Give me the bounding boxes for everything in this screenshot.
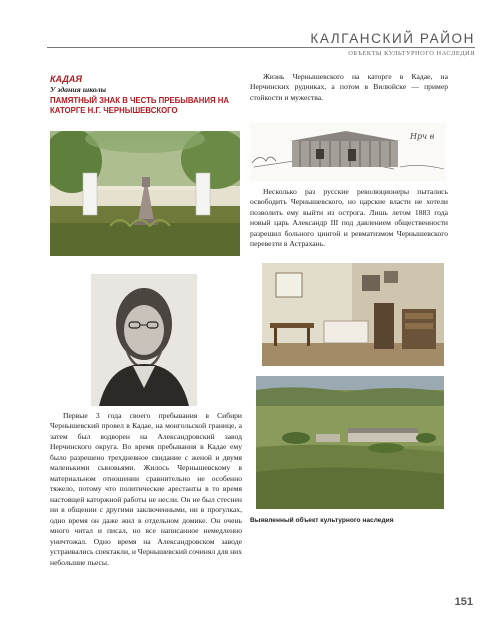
monument-photo (50, 131, 240, 256)
sketch-drawing (250, 123, 446, 181)
landscape-photo (256, 376, 444, 509)
section-heading: ПАМЯТНЫЙ ЗНАК В ЧЕСТЬ ПРЕБЫВАНИЯ НА КАТОРГЕ Н.Г. ЧЕРНЫШЕВСКОГО (50, 96, 230, 116)
section-title: КАДАЯ (50, 74, 82, 84)
header-title: КАЛГАНСКИЙ РАЙОН (310, 31, 475, 46)
portrait-photo (91, 274, 197, 406)
sketch-handwriting: Нрч в (410, 132, 435, 141)
header-subtitle: ОБЪЕКТЫ КУЛЬТУРНОГО НАСЛЕДИЯ (348, 50, 475, 57)
right-paragraph-2: Несколько раз русские революционеры пытались освободить Чернышевского, но царские власти не хотели позволить ему выйти из острога. Лишь летом 1883 года новый царь Александр III под давлением общественности разрешил больного цингой и ревматизмом Чернышевского перевезти в Астрахань. (250, 187, 448, 249)
photo-caption: Выявленный объект культурного наследия (250, 517, 394, 524)
left-paragraph: Первые 3 года своего пребывания в Сибири Чернышевский провел в Кадае, на монгольской границе, а затем был водворен на Александровский завод Нерчинского округа. Во время пребывания в Кадае ему было разрешено трехдневное свидание с женой и двумя маленькими сыновьями. Жилось Чернышевскому в материальном отношении сравнительно не особенно тяжело, потому что политические арестанты в то время настоящей каторжной работы не несли. Он не был стеснен ни в общении с другими заключенными, ни в прогулках, одно время он даже жил в отдельном домике. Он очень много читал и писал, но все написанное немедленно уничтожал. Одно время на Александровском заводе устраивались спектакли, и Чернышевский сочинял для них небольшие пьесы. (50, 411, 242, 567)
page-number: 151 (454, 596, 473, 608)
right-paragraph-1: Жизнь Чернышевского на каторге в Кадае, на Нерчинских рудниках, а потом в Вилюйске — пример стойкости и мужества. (250, 72, 448, 102)
header-rule (47, 47, 475, 48)
section-subtitle: У здания школы (50, 85, 106, 94)
interior-photo (262, 263, 444, 366)
